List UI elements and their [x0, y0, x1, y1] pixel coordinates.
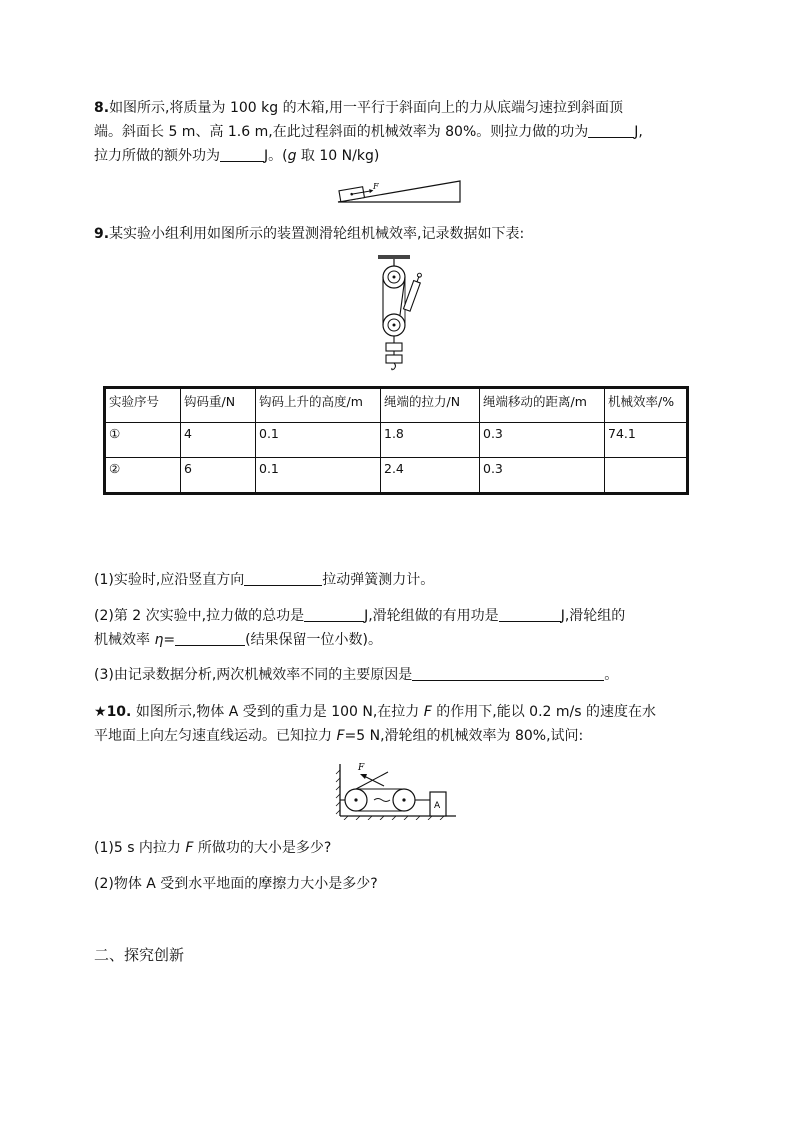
table-cell: 0.3 [480, 458, 605, 494]
table-header-cell: 绳端的拉力/N [381, 388, 480, 423]
q8-text-2b: J, [634, 124, 643, 140]
q10-subq-1-text-a: (1)5 s 内拉力 [94, 840, 186, 856]
q8-text-3b: J。( [264, 148, 288, 164]
table-row [105, 458, 688, 494]
q9-intro [94, 224, 524, 244]
force-arrow [360, 774, 367, 779]
q8-answer-blank-2[interactable] [220, 147, 264, 162]
table-header-cell: 钩码重/N [181, 388, 256, 423]
table-cell-empty[interactable] [605, 458, 688, 494]
table-cell: 74.1 [605, 423, 688, 458]
q10-text-1a: 如图所示,物体 A 受到的重力是 100 N,在拉力 [131, 704, 424, 720]
q10-text-1b: 的作用下,能以 0.2 m/s 的速度在水 [431, 704, 656, 720]
table-cell: 4 [181, 423, 256, 458]
hook-weight-1 [386, 343, 402, 351]
table-cell: ① [105, 423, 181, 458]
pulley-setup-figure [370, 255, 426, 373]
table-header-cell: 钩码上升的高度/m [256, 388, 381, 423]
q8-g-symbol: g [287, 148, 297, 164]
equals-sign: = [163, 632, 176, 648]
q8-text-1: 如图所示,将质量为 100 kg 的木箱,用一平行于斜面向上的力从底端匀速拉到斜面顶 [109, 100, 624, 116]
table-header-row [105, 388, 688, 423]
force-symbol: F [423, 704, 432, 720]
section-heading: 二、探究创新 [94, 946, 185, 964]
force-symbol: F [185, 840, 194, 856]
q10-subq-2 [94, 874, 378, 894]
table-cell: 0.1 [256, 423, 381, 458]
q9-intro-text: 某实验小组利用如图所示的装置测滑轮组机械效率,记录数据如下表: [109, 226, 525, 242]
q8-text-2a: 端。斜面长 5 m、高 1.6 m,在此过程斜面的机械效率为 80%。则拉力做的功为 [94, 124, 589, 140]
object-a-label: A [434, 801, 441, 811]
force-label: F [358, 763, 365, 773]
table-cell: ② [105, 458, 181, 494]
horizontal-pulley-figure [334, 758, 458, 820]
wooden-box [339, 185, 374, 202]
q10-subq-1 [94, 838, 331, 858]
q10-line-1 [94, 702, 656, 722]
q8-text-3c: 取 10 N/kg) [296, 148, 380, 164]
q9-subq-2-text-a: (2)第 2 次实验中,拉力做的总功是 [94, 608, 305, 624]
q10-number: 10. [106, 704, 132, 720]
table-header-cell: 绳端移动的距离/m [480, 388, 605, 423]
q9-subq-2-text-d: 机械效率 [94, 632, 155, 648]
q8-line-3 [94, 146, 379, 166]
q10-line-2 [94, 726, 583, 746]
table-header-cell: 机械效率/% [605, 388, 688, 423]
q10-subq-2-text: (2)物体 A 受到水平地面的摩擦力大小是多少? [94, 876, 378, 892]
q9-number: 9. [94, 226, 110, 242]
q9-answer-blank-3[interactable] [499, 607, 561, 622]
q9-answer-blank-5[interactable] [412, 666, 604, 681]
spring-scale [403, 272, 423, 311]
q9-subq-2-line-2 [94, 630, 382, 650]
q9-subq-2-text-f: (结果保留一位小数)。 [245, 632, 382, 648]
q10-text-2a: 平地面上向左匀速直线运动。已知拉力 [94, 728, 337, 744]
table-cell: 0.3 [480, 423, 605, 458]
incline-figure [334, 178, 464, 204]
force-label: F [373, 182, 379, 191]
q10-text-2b: =5 N,滑轮组的机械效率为 80%,试问: [344, 728, 584, 744]
q10-subq-1-text-b: 所做功的大小是多少? [193, 840, 332, 856]
q9-subq-1-text-b: 拉动弹簧测力计。 [322, 572, 435, 588]
force-symbol: F [336, 728, 345, 744]
q9-subq-3-text-a: (3)由记录数据分析,两次机械效率不同的主要原因是 [94, 667, 413, 683]
q8-line-2 [94, 122, 643, 142]
q9-answer-blank-1[interactable] [244, 571, 322, 586]
experiment-data-table [103, 386, 689, 495]
q9-subq-2-line-1 [94, 606, 625, 626]
q8-number: 8. [94, 100, 110, 116]
table-cell: 2.4 [381, 458, 480, 494]
hook-weight-2 [386, 355, 402, 363]
q8-line-1 [94, 98, 623, 118]
table-cell: 6 [181, 458, 256, 494]
table-cell: 0.1 [256, 458, 381, 494]
q9-answer-blank-2[interactable] [304, 607, 364, 622]
q9-subq-2-text-b: J,滑轮组做的有用功是 [364, 608, 499, 624]
eta-symbol: η [154, 632, 164, 648]
q9-subq-3-text-b: 。 [604, 667, 619, 683]
ceiling-mount [378, 255, 410, 259]
q9-subq-1 [94, 570, 434, 590]
q8-text-3a: 拉力所做的额外功为 [94, 148, 220, 164]
table-header-cell: 实验序号 [105, 388, 181, 423]
table-row [105, 423, 688, 458]
q9-subq-2-text-c: J,滑轮组的 [560, 608, 626, 624]
star-icon: ★ [94, 704, 107, 720]
q9-subq-3 [94, 665, 618, 685]
q8-answer-blank-1[interactable] [588, 123, 634, 138]
q9-subq-1-text-a: (1)实验时,应沿竖直方向 [94, 572, 245, 588]
table-cell: 1.8 [381, 423, 480, 458]
q9-answer-blank-4[interactable] [175, 631, 245, 646]
